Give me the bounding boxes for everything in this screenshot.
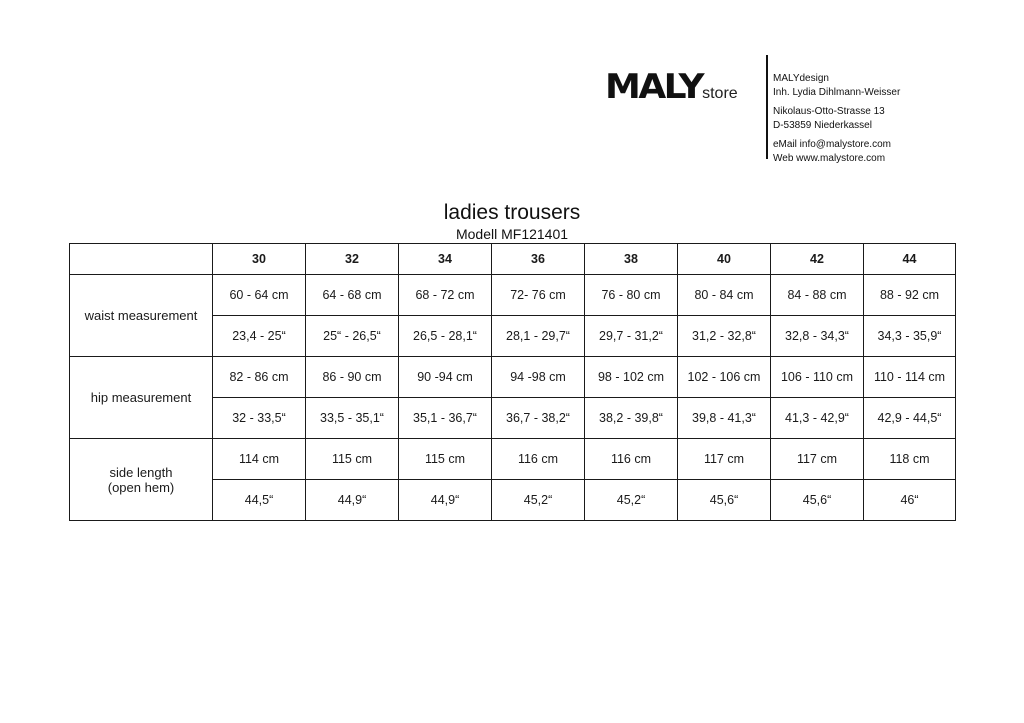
size-header-row [70,244,956,275]
side-length-label-line2: (open hem) [107,479,175,495]
logo-sub-text: store [702,85,738,102]
row-label-hip: hip measurement [70,357,213,439]
table-cell: 25“ - 26,5“ [306,316,399,357]
table-cell: 28,1 - 29,7“ [492,316,585,357]
table-cell: 115 cm [399,439,492,480]
size-header: 34 [399,244,492,275]
document-title: ladies trousers [443,201,581,224]
table-cell: 46“ [864,480,956,521]
table-cell: 44,5“ [213,480,306,521]
table-cell: 39,8 - 41,3“ [678,398,771,439]
table-cell: 114 cm [213,439,306,480]
table-row [70,357,956,398]
table-cell: 72- 76 cm [492,275,585,316]
table-cell: 36,7 - 38,2“ [492,398,585,439]
empty-corner-cell [70,244,213,275]
table-cell: 33,5 - 35,1“ [306,398,399,439]
table-cell: 45,2“ [585,480,678,521]
size-header: 36 [492,244,585,275]
table-cell: 42,9 - 44,5“ [864,398,956,439]
table-cell: 45,2“ [492,480,585,521]
table-cell: 45,6“ [771,480,864,521]
table-cell: 106 - 110 cm [771,357,864,398]
table-cell: 45,6“ [678,480,771,521]
side-length-label-line1: side length [109,464,173,480]
table-cell: 41,3 - 42,9“ [771,398,864,439]
table-cell: 44,9“ [399,480,492,521]
table-cell: 116 cm [585,439,678,480]
table-row [70,275,956,316]
table-row [70,439,956,480]
size-header: 42 [771,244,864,275]
table-cell: 102 - 106 cm [678,357,771,398]
brand-logo [605,66,738,107]
owner-name: Inh. Lydia Dihlmann-Weisser [773,86,901,98]
table-cell: 23,4 - 25“ [213,316,306,357]
table-cell: 90 -94 cm [399,357,492,398]
size-chart-table [69,243,956,521]
size-header: 32 [306,244,399,275]
table-cell: 86 - 90 cm [306,357,399,398]
header-divider [766,55,768,159]
table-cell: 98 - 102 cm [585,357,678,398]
table-cell: 35,1 - 36,7“ [399,398,492,439]
table-cell: 117 cm [678,439,771,480]
table-cell: 88 - 92 cm [864,275,956,316]
table-cell: 118 cm [864,439,956,480]
table-cell: 44,9“ [306,480,399,521]
table-cell: 64 - 68 cm [306,275,399,316]
city-address: D-53859 Niederkassel [773,119,872,131]
contact-block [773,72,900,165]
logo-main-text: MALY [605,67,703,107]
table-cell: 117 cm [771,439,864,480]
size-header: 30 [213,244,306,275]
size-header: 44 [864,244,956,275]
table-cell: 116 cm [492,439,585,480]
web-line: Web www.malystore.com [773,152,886,164]
table-cell: 38,2 - 39,8“ [585,398,678,439]
table-cell: 29,7 - 31,2“ [585,316,678,357]
row-label-side-length [70,439,213,521]
table-cell: 76 - 80 cm [585,275,678,316]
table-cell: 31,2 - 32,8“ [678,316,771,357]
table-cell: 60 - 64 cm [213,275,306,316]
table-cell: 26,5 - 28,1“ [399,316,492,357]
company-name: MALYdesign [773,73,829,84]
model-number: Modell MF121401 [455,226,569,242]
table-cell: 110 - 114 cm [864,357,956,398]
row-label-waist: waist measurement [70,275,213,357]
table-cell: 115 cm [306,439,399,480]
size-header: 40 [678,244,771,275]
table-cell: 84 - 88 cm [771,275,864,316]
size-header: 38 [585,244,678,275]
table-cell: 32 - 33,5“ [213,398,306,439]
table-cell: 32,8 - 34,3“ [771,316,864,357]
table-cell: 94 -98 cm [492,357,585,398]
table-cell: 80 - 84 cm [678,275,771,316]
street-address: Nikolaus-Otto-Strasse 13 [773,106,885,117]
table-cell: 34,3 - 35,9“ [864,316,956,357]
table-cell: 82 - 86 cm [213,357,306,398]
email-line: eMail info@malystore.com [773,139,891,150]
table-cell: 68 - 72 cm [399,275,492,316]
